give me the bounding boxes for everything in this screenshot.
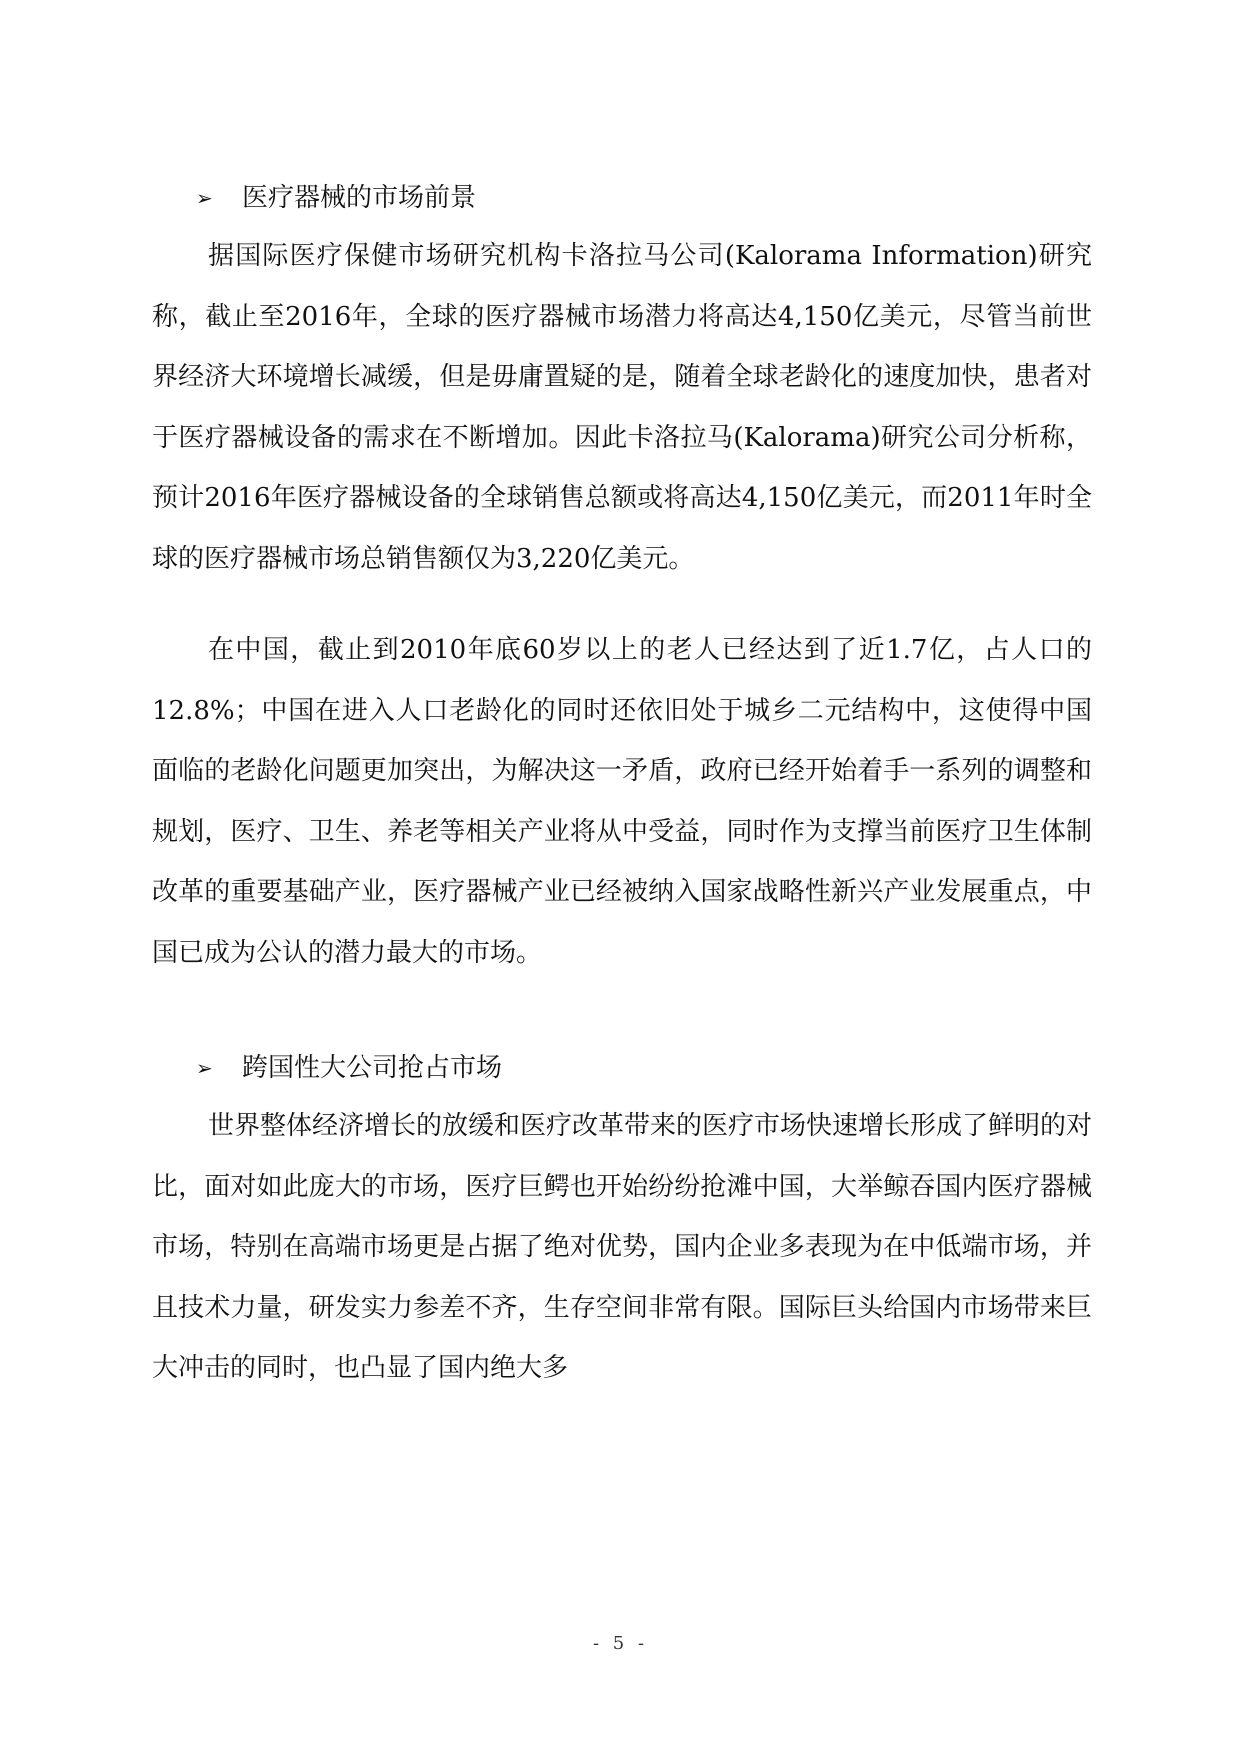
heading-text: 跨国性大公司抢占市场 — [242, 1053, 503, 1083]
paragraph-market-forecast: 据国际医疗保健市场研究机构卡洛拉马公司(Kalorama Information)研究称，截止至2016年，全球的医疗器械市场潜力将高达4,150亿美元，尽管当前世界经济大环境增长减缓，但是毋庸置疑的是，随着全球老龄化的速度加快，患者对于医疗器械设备的需求在不断增加。因此卡洛拉马(Kalorama)研究公司分析称，预计2016年医疗器械设备的全球销售总额或将高达4,150亿美元，而2011年时全球的医疗器械市场总销售额仅为3,220亿美元。 — [152, 241, 1092, 574]
arrow-bullet-icon: ➢ — [196, 1056, 213, 1080]
paragraph-multinational-competition: 世界整体经济增长的放缓和医疗改革带来的医疗市场快速增长形成了鲜明的对比，面对如此庞大的市场，医疗巨鳄也开始纷纷抢滩中国，大举鲸吞国内医疗器械市场，特别在高端市场更是占据了绝对优势，国内企业多表现为在中低端市场，并且技术力量，研发实力参差不齐，生存空间非常有限。国际巨头给国内市场带来巨大冲击的同时，也凸显了国内绝大多 — [152, 1111, 1093, 1384]
section-heading-multinationals — [196, 1052, 502, 1084]
paragraph-china-aging: 在中国，截止到2010年底60岁以上的老人已经达到了近1.7亿，占人口的12.8%；中国在进入人口老龄化的同时还依旧处于城乡二元结构中，这使得中国面临的老龄化问题更加突出，为解决这一矛盾，政府已经开始着手一系列的调整和规划，医疗、卫生、养老等相关产业将从中受益，同时作为支撑当前医疗卫生体制改革的重要基础产业，医疗器械产业已经被纳入国家战略性新兴产业发展重点，中国已成为公认的潜力最大的市场。 — [152, 635, 1092, 968]
arrow-bullet-icon: ➢ — [196, 186, 213, 210]
section-heading-market-outlook — [196, 182, 476, 214]
page-number: - 5 - — [592, 1633, 649, 1654]
heading-text: 医疗器械的市场前景 — [242, 183, 477, 213]
